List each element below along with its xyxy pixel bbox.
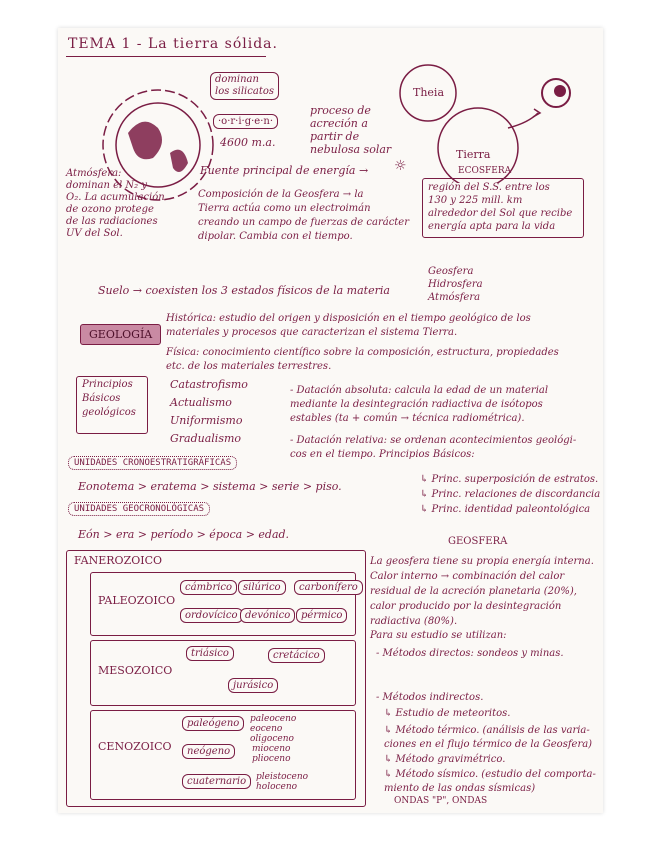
datacion-relativa: - Datación relativa: se ordenan acontecimientos geológi- cos en el tiempo. Principios Básicos: — [290, 435, 577, 460]
tierra-label: Tierra — [456, 148, 491, 161]
notebook-page — [58, 28, 603, 813]
geosfera-intro: La geosfera tiene su propia energía interna. Calor interno → combinación del calor residual de la acreción planetaria (20%), calor producido por la desintegración radiactiva (80%). — [370, 556, 594, 627]
title-underline — [66, 56, 266, 57]
epocas-cuaternario: pleistoceno holoceno — [256, 772, 309, 792]
sun-icon: ☼ — [394, 158, 407, 174]
indirecto-3: ↳ Método gravimétrico. — [384, 754, 506, 765]
theia-collision-icon — [388, 53, 598, 183]
periodo-cuaternario: cuaternario — [182, 774, 251, 789]
principio-1: Catastrofismo — [170, 378, 248, 391]
ecosfera-box — [422, 178, 584, 238]
periodo-cretacico: cretácico — [268, 648, 325, 663]
principio-2: Actualismo — [170, 396, 232, 409]
age-label: 4600 m.a. — [220, 136, 276, 149]
periodo-ordovicico: ordovícico — [180, 608, 243, 623]
princ-3: ↳ Princ. identidad paleontológica — [420, 504, 591, 515]
geologia-historica: Histórica: estudio del origen y disposición en el tiempo geológico de los materiales y procesos que caracterizan el sistema Tierra. — [166, 313, 531, 338]
datacion-absoluta: - Datación absoluta: calcula la edad de un material mediante la desintegración radiactiva de isótopos estables (ta + común → técnica radiométrica). — [290, 385, 549, 424]
princ-2: ↳ Princ. relaciones de discordancia — [420, 489, 601, 500]
estado-3: Atmósfera — [428, 292, 481, 303]
periodo-devonico: devónico — [240, 608, 295, 623]
theia-label: Theia — [413, 86, 445, 99]
geosfera-title: GEOSFERA — [448, 536, 508, 547]
dominan-note: dominan los silicatos — [210, 72, 279, 100]
paleozoico-label: PALEOZOICO — [98, 594, 176, 607]
periodo-cambrico: cámbrico — [180, 580, 237, 595]
periodo-carbonifero: carbonífero — [294, 580, 363, 595]
proceso-note: proceso de acreción a partir de nebulosa solar — [310, 104, 392, 156]
indirecto-4: ↳ Método sísmico. (estudio del comporta- miento de las ondas sísmicas) — [384, 769, 596, 794]
crono-text: Eonotema > eratema > sistema > serie > piso. — [78, 480, 342, 493]
suelo-note: Suelo → coexisten los 3 estados físicos de la materia — [98, 284, 390, 297]
indirecto-1: ↳ Estudio de meteoritos. — [384, 708, 511, 719]
estado-1: Geosfera — [428, 266, 474, 277]
mesozoico-label: MESOZOICO — [98, 664, 173, 677]
principio-3: Uniformismo — [170, 414, 243, 427]
epocas-neogeno: mioceno plioceno — [252, 744, 291, 764]
fanerozoico-label: FANEROZOICO — [74, 554, 163, 567]
principio-4: Gradualismo — [170, 432, 242, 445]
geologia-fisica: Física: conocimiento científico sobre la composición, estructura, propiedades etc. de los materiales terrestres. — [166, 347, 559, 372]
ondas-note: ONDAS "P", ONDAS — [394, 796, 488, 806]
metodos-directos: - Métodos directos: sondeos y minas. — [376, 648, 564, 659]
geologia-tag: GEOLOGÍA — [80, 324, 161, 345]
metodos-indirectos: - Métodos indirectos. — [376, 692, 484, 703]
crono-tag: UNIDADES CRONOESTRATIGRÁFICAS — [68, 456, 237, 470]
indirecto-2: ↳ Método térmico. (análisis de las varia- ciones en el flujo térmico de la Geosfera) — [384, 725, 593, 750]
principios-tag: Principios Básicos geológicos — [82, 379, 136, 418]
princ-1: ↳ Princ. superposición de estratos. — [420, 474, 599, 485]
geosfera-estudio: Para su estudio se utilizan: — [370, 630, 507, 641]
estado-2: Hidrosfera — [428, 279, 483, 290]
epocas-paleogeno: paleoceno eoceno oligoceno — [250, 714, 297, 744]
geo-tag: UNIDADES GEOCRONOLÓGICAS — [68, 502, 210, 516]
periodo-neogeno: neógeno — [182, 744, 235, 759]
composicion-note: Composición de la Geosfera → la Tierra actúa como un electroimán creando un campo de fuerzas de carácter dipolar. Cambia con el tiempo. — [198, 189, 410, 242]
periodo-jurasico: jurásico — [228, 678, 278, 693]
fuente-note: Fuente principal de energía → — [200, 164, 369, 177]
periodo-permico: pérmico — [296, 608, 347, 623]
periodo-paleogeno: paleógeno — [182, 716, 244, 731]
atmosfera-note: Atmósfera: dominan el N₂ y O₂. La acumulación de ozono protege de las radiaciones UV del Sol. — [66, 168, 165, 239]
periodo-silurico: silúrico — [238, 580, 286, 595]
cenozoico-label: CENOZOICO — [98, 740, 172, 753]
ecosfera-text: región del S.S. entre los 130 y 225 mill. km alrededor del Sol que recibe energía apta para la vida — [428, 182, 573, 232]
periodo-triasico: triásico — [186, 646, 234, 661]
origen-box: ·o·r·i·g·e·n· — [213, 114, 278, 129]
page-title: TEMA 1 - La tierra sólida. — [68, 36, 278, 52]
ecosfera-title: ECOSFERA — [458, 166, 512, 176]
geo-text: Eón > era > período > época > edad. — [78, 528, 290, 541]
